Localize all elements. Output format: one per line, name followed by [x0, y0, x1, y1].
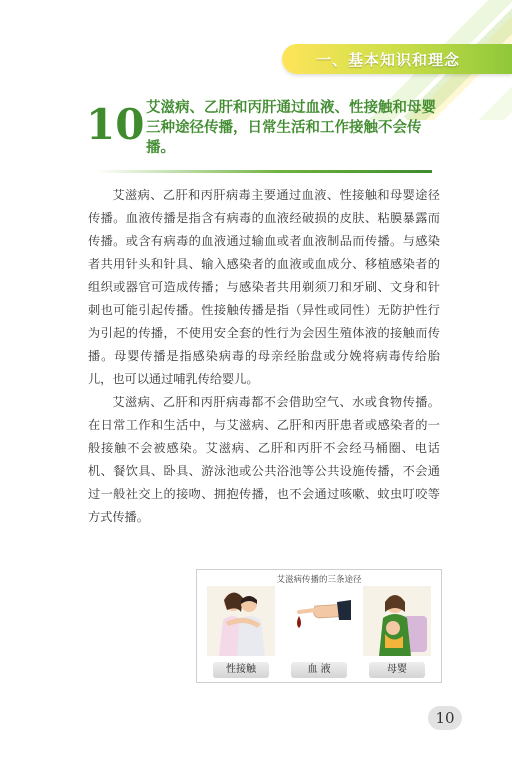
heading-number: 10 — [86, 100, 145, 149]
panel-sexual-contact — [203, 584, 279, 680]
couple-icon — [207, 586, 275, 656]
panel-label: 性接触 — [213, 662, 269, 678]
panel-blood — [281, 584, 357, 680]
transmission-illustration — [196, 569, 442, 683]
heading-divider — [96, 170, 432, 173]
panel-label: 母婴 — [369, 662, 425, 678]
section-title: 一、基本知识和理念 — [316, 51, 461, 69]
heading-title: 艾滋病、乙肝和丙肝通过血液、性接触和母婴三种途径传播，日常生活和工作接触不会传播。 — [146, 100, 436, 156]
panel-label: 血 液 — [291, 662, 347, 678]
body-text — [88, 184, 440, 529]
blood-drop-icon — [285, 586, 353, 656]
paragraph: 艾滋病、乙肝和丙肝病毒都不会借助空气、水或食物传播。在日常工作和生活中，与艾滋病、乙肝和丙肝患者或感染者的一般接触不会被感染。艾滋病、乙肝和丙肝不会经马桶圈、电话机、餐饮具、卧具、游泳池或公共浴池等公共设施传播，不会通过一般社交上的接吻、拥抱传播，也不会通过咳嗽、蚊虫叮咬等方式传播。 — [88, 395, 440, 524]
mother-child-icon — [363, 586, 431, 656]
section-tab — [282, 44, 512, 74]
paragraph: 艾滋病、乙肝和丙肝病毒主要通过血液、性接触和母婴途径传播。血液传播是指含有病毒的血液经破损的皮肤、粘膜暴露而传播。或含有病毒的血液通过输血或者血液制品而传播。与感染者共用针头和针具、输入感染者的血液或血成分、移植感染者的组织或器官可造成传播；与感染者共用剃须刀和牙刷、文身和针刺也可能引起传播。性接触传播是指（异性或同性）无防护性行为引起的传播，不使用安全套的性行为会因生殖体液的接触而传播。母婴传播是指感染病毒的母亲经胎盘或分娩将病毒传给胎儿，也可以通过哺乳传给婴儿。 — [88, 188, 440, 386]
panel-mother-infant — [359, 584, 435, 680]
page-number: 10 — [428, 706, 462, 730]
illustration-title: 艾滋病传播的三条途径 — [276, 575, 362, 585]
